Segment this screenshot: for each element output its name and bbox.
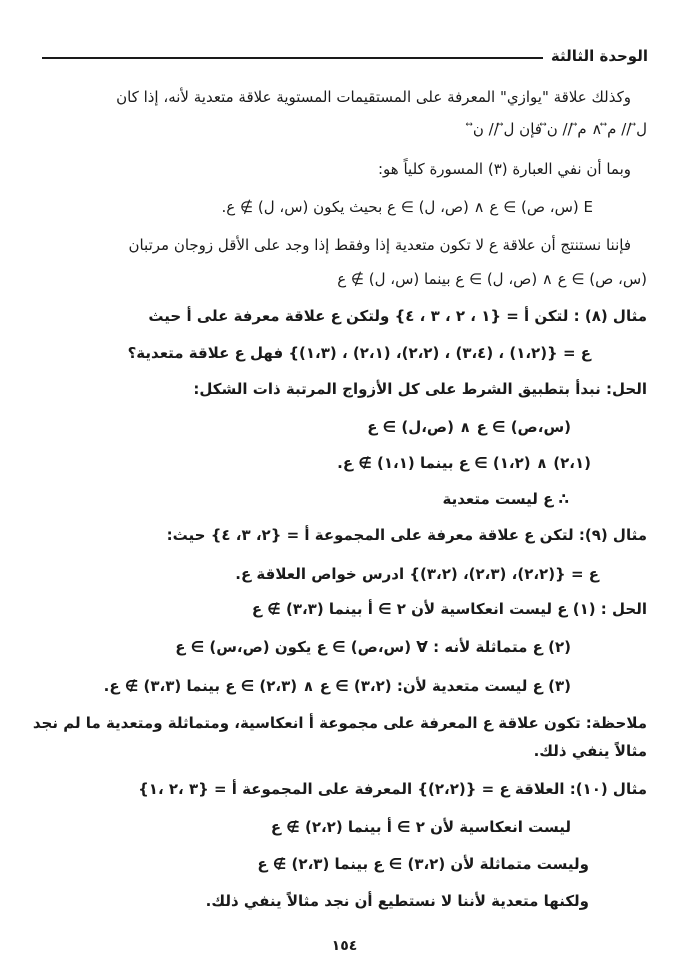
example-8-solution-intro: الحل: نبدأ بتطبيق الشرط على كل الأزواج المرتبة ذات الشكل: <box>193 380 647 398</box>
example-8-condition: (س،ص) ∋ ع ∧ (ص،ل) ∋ ع <box>367 418 571 436</box>
example-9-statement: مثال (٩): لتكن ع علاقة معرفة على المجموعة أ = {٢، ٣، ٤} حيث: <box>166 526 647 544</box>
example-9-transitive: (٣) ع ليست متعدية لأن: (٣،٢) ∋ ع ∧ (٢،٣) ∋ ع بينما (٣،٣) ∌ ع. <box>103 677 571 695</box>
example-9-reflexive: الحل : (١) ع ليست انعكاسية لأن ٢ ∋ أ بينما (٣،٣) ∌ ع <box>251 600 647 618</box>
text-line-negation-formula: E (س، ص) ∋ ع ∧ (ص، ل) ∋ ع بحيث يكون (س، ل) ∌ ع. <box>221 198 593 216</box>
example-10-statement: مثال (١٠): العلاقة ع = {(٢،٢)} المعرفة على المجموعة أ = {٣ ،٢ ،١} <box>138 780 647 798</box>
note-continuation: مثالاً ينفي ذلك. <box>533 742 647 760</box>
example-10-transitive: ولكنها متعدية لأننا لا نستطيع أن نجد مثالاً ينفي ذلك. <box>205 892 589 910</box>
note-statement: ملاحظة: تكون علاقة ع المعرفة على مجموعة أ انعكاسية، ومتماثلة ومتعدية ما لم نجد <box>32 714 647 732</box>
example-10-reflexive: ليست انعكاسية لأن ٢ ∋ أ بينما (٢،٢) ∌ ع <box>270 818 571 836</box>
example-9-relation: ع = {(٢،٢)، (٢،٣)، (٣،٢)} ادرس خواص العلاقة ع. <box>235 565 599 583</box>
example-10-symmetric: وليست متماثلة لأن (٣،٢) ∋ ع بينما (٢،٣) ∌ ع <box>257 855 589 873</box>
unit-title: الوحدة الثالثة <box>550 47 648 65</box>
example-8-counterexample: (٢،١) ∧ (١،٢) ∋ ع بينما (١،١) ∌ ع. <box>337 454 591 472</box>
text-line-conclusion: فإننا نستنتج أن علاقة ع لا تكون متعدية إذا وفقط إذا وجد على الأقل زوجان مرتبان <box>128 236 631 254</box>
example-8-relation: ع = {(١،٢) ، (٣،٤) ، (٢،٢)، (٢،١) ، (١،٣)} فهل ع علاقة متعدية؟ <box>127 344 591 362</box>
text-line-negation-intro: وبما أن نفي العبارة (٣) المسورة كلياً هو: <box>378 160 631 178</box>
example-8-result: ∴ ع ليست متعدية <box>442 490 569 508</box>
page-header <box>42 44 648 68</box>
page-number: ١٥٤ <box>331 938 358 954</box>
text-line-parallel-intro: وكذلك علاقة "يوازي" المعرفة على المستقيمات المستوية علاقة متعدية لأنه، إذا كان <box>116 88 631 106</box>
example-8-statement: مثال (٨) : لتكن أ = {١ ، ٢ ، ٣ ، ٤} ولتكن ع علاقة معرفة على أ حيث <box>148 307 647 325</box>
example-9-symmetric: (٢) ع متماثلة لأنه : ∀ (س،ص) ∋ ع يكون (ص،س) ∋ ع <box>175 638 571 656</box>
header-rule <box>42 57 543 59</box>
text-line-parallel-formula: ل⃡ // م⃡ ∧ م⃡ // ن⃡ فإن ل⃡ // ن⃡ <box>472 120 647 138</box>
text-line-conclusion-formula: (س، ص) ∋ ع ∧ (ص، ل) ∋ ع بينما (س، ل) ∌ ع <box>337 270 647 288</box>
